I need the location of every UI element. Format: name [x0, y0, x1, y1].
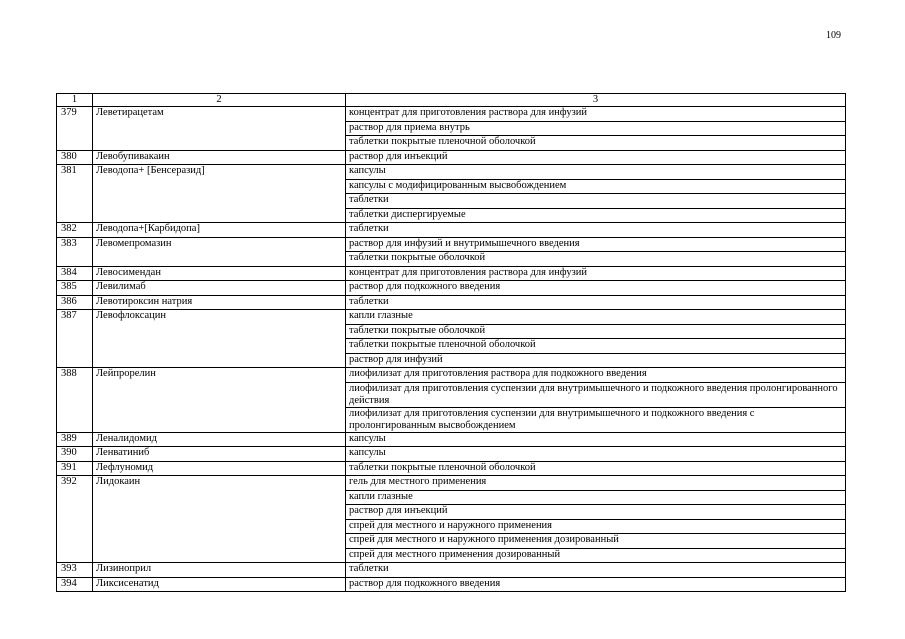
table-row — [57, 266, 846, 281]
row-number: 393 — [57, 563, 93, 578]
table-row — [57, 223, 846, 238]
table-row — [57, 165, 846, 180]
dosage-form: спрей для местного и наружного применения — [346, 519, 846, 534]
dosage-form: раствор для инфузий — [346, 353, 846, 368]
dosage-form: таблетки диспергируемые — [346, 208, 846, 223]
drug-name: Лейпрорелин — [93, 368, 346, 433]
table-row — [57, 432, 846, 447]
table-row — [57, 150, 846, 165]
drug-name: Левобупивакаин — [93, 150, 346, 165]
dosage-form: раствор для инфузий и внутримышечного введения — [346, 237, 846, 252]
row-number: 383 — [57, 237, 93, 266]
drug-name: Левофлоксацин — [93, 310, 346, 368]
dosage-form: лиофилизат для приготовления суспензии для внутримышечного и подкожного введения пролонгированного действия — [346, 382, 846, 407]
dosage-form: концентрат для приготовления раствора для инфузий — [346, 266, 846, 281]
table-row — [57, 237, 846, 252]
dosage-form: капсулы с модифицированным высвобождением — [346, 179, 846, 194]
row-number: 384 — [57, 266, 93, 281]
table-row — [57, 295, 846, 310]
row-number: 389 — [57, 432, 93, 447]
dosage-form: раствор для инъекций — [346, 150, 846, 165]
row-number: 387 — [57, 310, 93, 368]
table-row — [57, 577, 846, 592]
row-number: 388 — [57, 368, 93, 433]
table-body — [57, 94, 846, 592]
dosage-form: лиофилизат для приготовления суспензии для внутримышечного и подкожного введения с пролонгированным высвобождением — [346, 407, 846, 432]
dosage-form: таблетки покрытые оболочкой — [346, 252, 846, 267]
dosage-form: таблетки — [346, 295, 846, 310]
drug-name: Лефлуномид — [93, 461, 346, 476]
drug-name: Леналидомид — [93, 432, 346, 447]
dosage-form: таблетки покрытые оболочкой — [346, 324, 846, 339]
drug-name: Леветирацетам — [93, 107, 346, 151]
row-number: 391 — [57, 461, 93, 476]
table-row — [57, 476, 846, 491]
drug-name: Леводопа+[Карбидопа] — [93, 223, 346, 238]
table-row — [57, 107, 846, 122]
table-row — [57, 447, 846, 462]
dosage-form: таблетки покрытые пленочной оболочкой — [346, 461, 846, 476]
drug-name: Левосимендан — [93, 266, 346, 281]
drug-name: Левилимаб — [93, 281, 346, 296]
dosage-form: раствор для инъекций — [346, 505, 846, 520]
dosage-form: раствор для подкожного введения — [346, 281, 846, 296]
drug-table — [56, 93, 846, 592]
dosage-form: спрей для местного применения дозированный — [346, 548, 846, 563]
dosage-form: раствор для подкожного введения — [346, 577, 846, 592]
header-cell-name: 2 — [93, 94, 346, 107]
dosage-form: таблетки — [346, 194, 846, 209]
header-row — [57, 94, 846, 107]
dosage-form: лиофилизат для приготовления раствора для подкожного введения — [346, 368, 846, 383]
drug-name: Лидокаин — [93, 476, 346, 563]
dosage-form: капсулы — [346, 432, 846, 447]
drug-name: Леводопа+ [Бенсеразид] — [93, 165, 346, 223]
row-number: 380 — [57, 150, 93, 165]
drug-name: Ликсисенатид — [93, 577, 346, 592]
header-cell-form: 3 — [346, 94, 846, 107]
row-number: 385 — [57, 281, 93, 296]
table-row — [57, 281, 846, 296]
row-number: 382 — [57, 223, 93, 238]
dosage-form: таблетки — [346, 223, 846, 238]
dosage-form: капсулы — [346, 165, 846, 180]
dosage-form: таблетки покрытые пленочной оболочкой — [346, 136, 846, 151]
dosage-form: гель для местного применения — [346, 476, 846, 491]
row-number: 392 — [57, 476, 93, 563]
dosage-form: капсулы — [346, 447, 846, 462]
dosage-form: капли глазные — [346, 310, 846, 325]
drug-name: Ленватиниб — [93, 447, 346, 462]
table-row — [57, 461, 846, 476]
row-number: 381 — [57, 165, 93, 223]
drug-name: Левотироксин натрия — [93, 295, 346, 310]
drug-name: Лизиноприл — [93, 563, 346, 578]
page-number: 109 — [826, 30, 841, 41]
row-number: 379 — [57, 107, 93, 151]
row-number: 390 — [57, 447, 93, 462]
table-row — [57, 368, 846, 383]
dosage-form: раствор для приема внутрь — [346, 121, 846, 136]
dosage-form: таблетки покрытые пленочной оболочкой — [346, 339, 846, 354]
dosage-form: концентрат для приготовления раствора для инфузий — [346, 107, 846, 122]
row-number: 394 — [57, 577, 93, 592]
dosage-form: капли глазные — [346, 490, 846, 505]
table-row — [57, 310, 846, 325]
dosage-form: таблетки — [346, 563, 846, 578]
drug-name: Левомепромазин — [93, 237, 346, 266]
table-row — [57, 563, 846, 578]
header-cell-number: 1 — [57, 94, 93, 107]
dosage-form: спрей для местного и наружного применения дозированный — [346, 534, 846, 549]
row-number: 386 — [57, 295, 93, 310]
